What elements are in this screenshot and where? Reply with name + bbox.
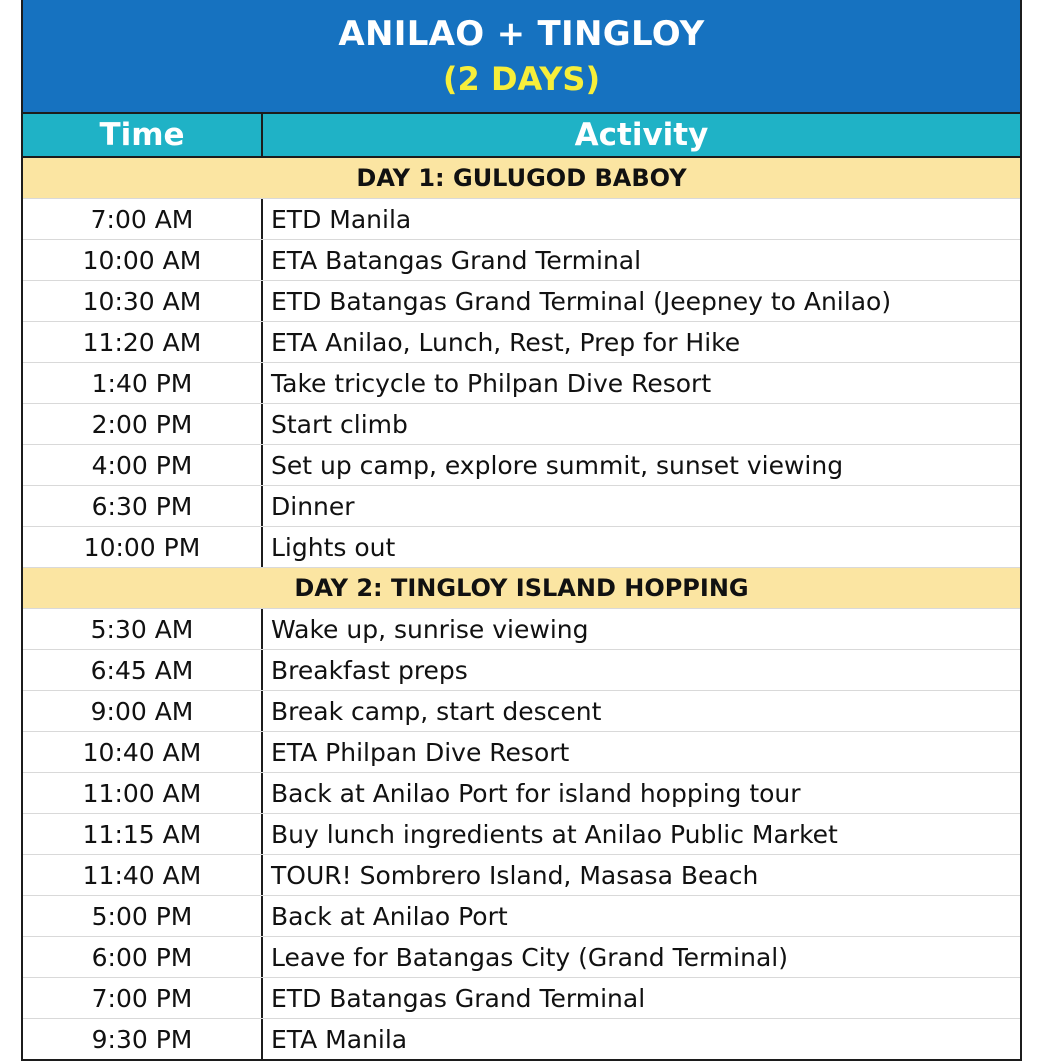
activity-column-header: Activity: [574, 117, 709, 153]
time-cell: 11:40 AM: [23, 855, 263, 895]
table-row: [23, 773, 1020, 814]
itinerary-table: [21, 0, 1022, 1061]
activity-cell: Start climb: [271, 409, 408, 439]
time-cell: 10:00 AM: [23, 240, 263, 280]
activity-cell: Buy lunch ingredients at Anilao Public Market: [271, 819, 838, 849]
table-row: [23, 937, 1020, 978]
activity-cell: TOUR! Sombrero Island, Masasa Beach: [271, 860, 759, 890]
table-row: [23, 404, 1020, 445]
table-row: [23, 240, 1020, 281]
table-row: [23, 486, 1020, 527]
table-row: [23, 732, 1020, 773]
table-row: [23, 896, 1020, 937]
table-row: [23, 814, 1020, 855]
table-row: [23, 322, 1020, 363]
time-cell: 5:30 AM: [23, 609, 263, 649]
activity-cell: Take tricycle to Philpan Dive Resort: [271, 368, 712, 398]
activity-cell: ETA Manila: [271, 1024, 408, 1054]
time-cell: 4:00 PM: [23, 445, 263, 485]
time-cell: 11:00 AM: [23, 773, 263, 813]
itinerary-title: ANILAO + TINGLOY: [338, 14, 705, 54]
column-header-row: [23, 114, 1020, 158]
table-row: [23, 363, 1020, 404]
time-cell: 9:00 AM: [23, 691, 263, 731]
time-cell: 10:40 AM: [23, 732, 263, 772]
time-cell: 6:45 AM: [23, 650, 263, 690]
day-header-row: DAY 2: TINGLOY ISLAND HOPPING: [23, 568, 1020, 609]
time-cell: 11:15 AM: [23, 814, 263, 854]
table-row: [23, 691, 1020, 732]
table-row: [23, 609, 1020, 650]
time-cell: 2:00 PM: [23, 404, 263, 444]
table-row: [23, 281, 1020, 322]
table-row: [23, 1019, 1020, 1059]
table-row: [23, 855, 1020, 896]
table-row: [23, 527, 1020, 568]
activity-cell: Leave for Batangas City (Grand Terminal): [271, 942, 788, 972]
activity-cell: Breakfast preps: [271, 655, 468, 685]
time-cell: 9:30 PM: [23, 1019, 263, 1059]
itinerary-duration: (2 DAYS): [442, 60, 601, 98]
schedule-body: [23, 158, 1020, 1059]
time-cell: 7:00 PM: [23, 978, 263, 1018]
time-cell: 6:00 PM: [23, 937, 263, 977]
time-cell: 10:00 PM: [23, 527, 263, 567]
time-cell: 1:40 PM: [23, 363, 263, 403]
activity-cell: Lights out: [271, 532, 396, 562]
table-row: [23, 199, 1020, 240]
time-cell: 6:30 PM: [23, 486, 263, 526]
activity-cell: Back at Anilao Port: [271, 901, 508, 931]
activity-cell: ETD Batangas Grand Terminal: [271, 983, 646, 1013]
activity-cell: ETA Philpan Dive Resort: [271, 737, 570, 767]
time-cell: 11:20 AM: [23, 322, 263, 362]
time-cell: 7:00 AM: [23, 199, 263, 239]
title-block: [23, 0, 1020, 114]
time-cell: 5:00 PM: [23, 896, 263, 936]
activity-cell: Set up camp, explore summit, sunset viewing: [271, 450, 844, 480]
activity-cell: Wake up, sunrise viewing: [271, 614, 589, 644]
activity-cell: ETD Manila: [271, 204, 412, 234]
time-column-header: Time: [23, 114, 263, 156]
day-header-row: DAY 1: GULUGOD BABOY: [23, 158, 1020, 199]
table-row: [23, 445, 1020, 486]
activity-cell: ETD Batangas Grand Terminal (Jeepney to Anilao): [271, 286, 892, 316]
time-cell: 10:30 AM: [23, 281, 263, 321]
activity-cell: Back at Anilao Port for island hopping tour: [271, 778, 801, 808]
table-row: [23, 650, 1020, 691]
table-row: [23, 978, 1020, 1019]
activity-cell: ETA Anilao, Lunch, Rest, Prep for Hike: [271, 327, 741, 357]
activity-cell: Break camp, start descent: [271, 696, 602, 726]
activity-cell: Dinner: [271, 491, 355, 521]
activity-cell: ETA Batangas Grand Terminal: [271, 245, 642, 275]
